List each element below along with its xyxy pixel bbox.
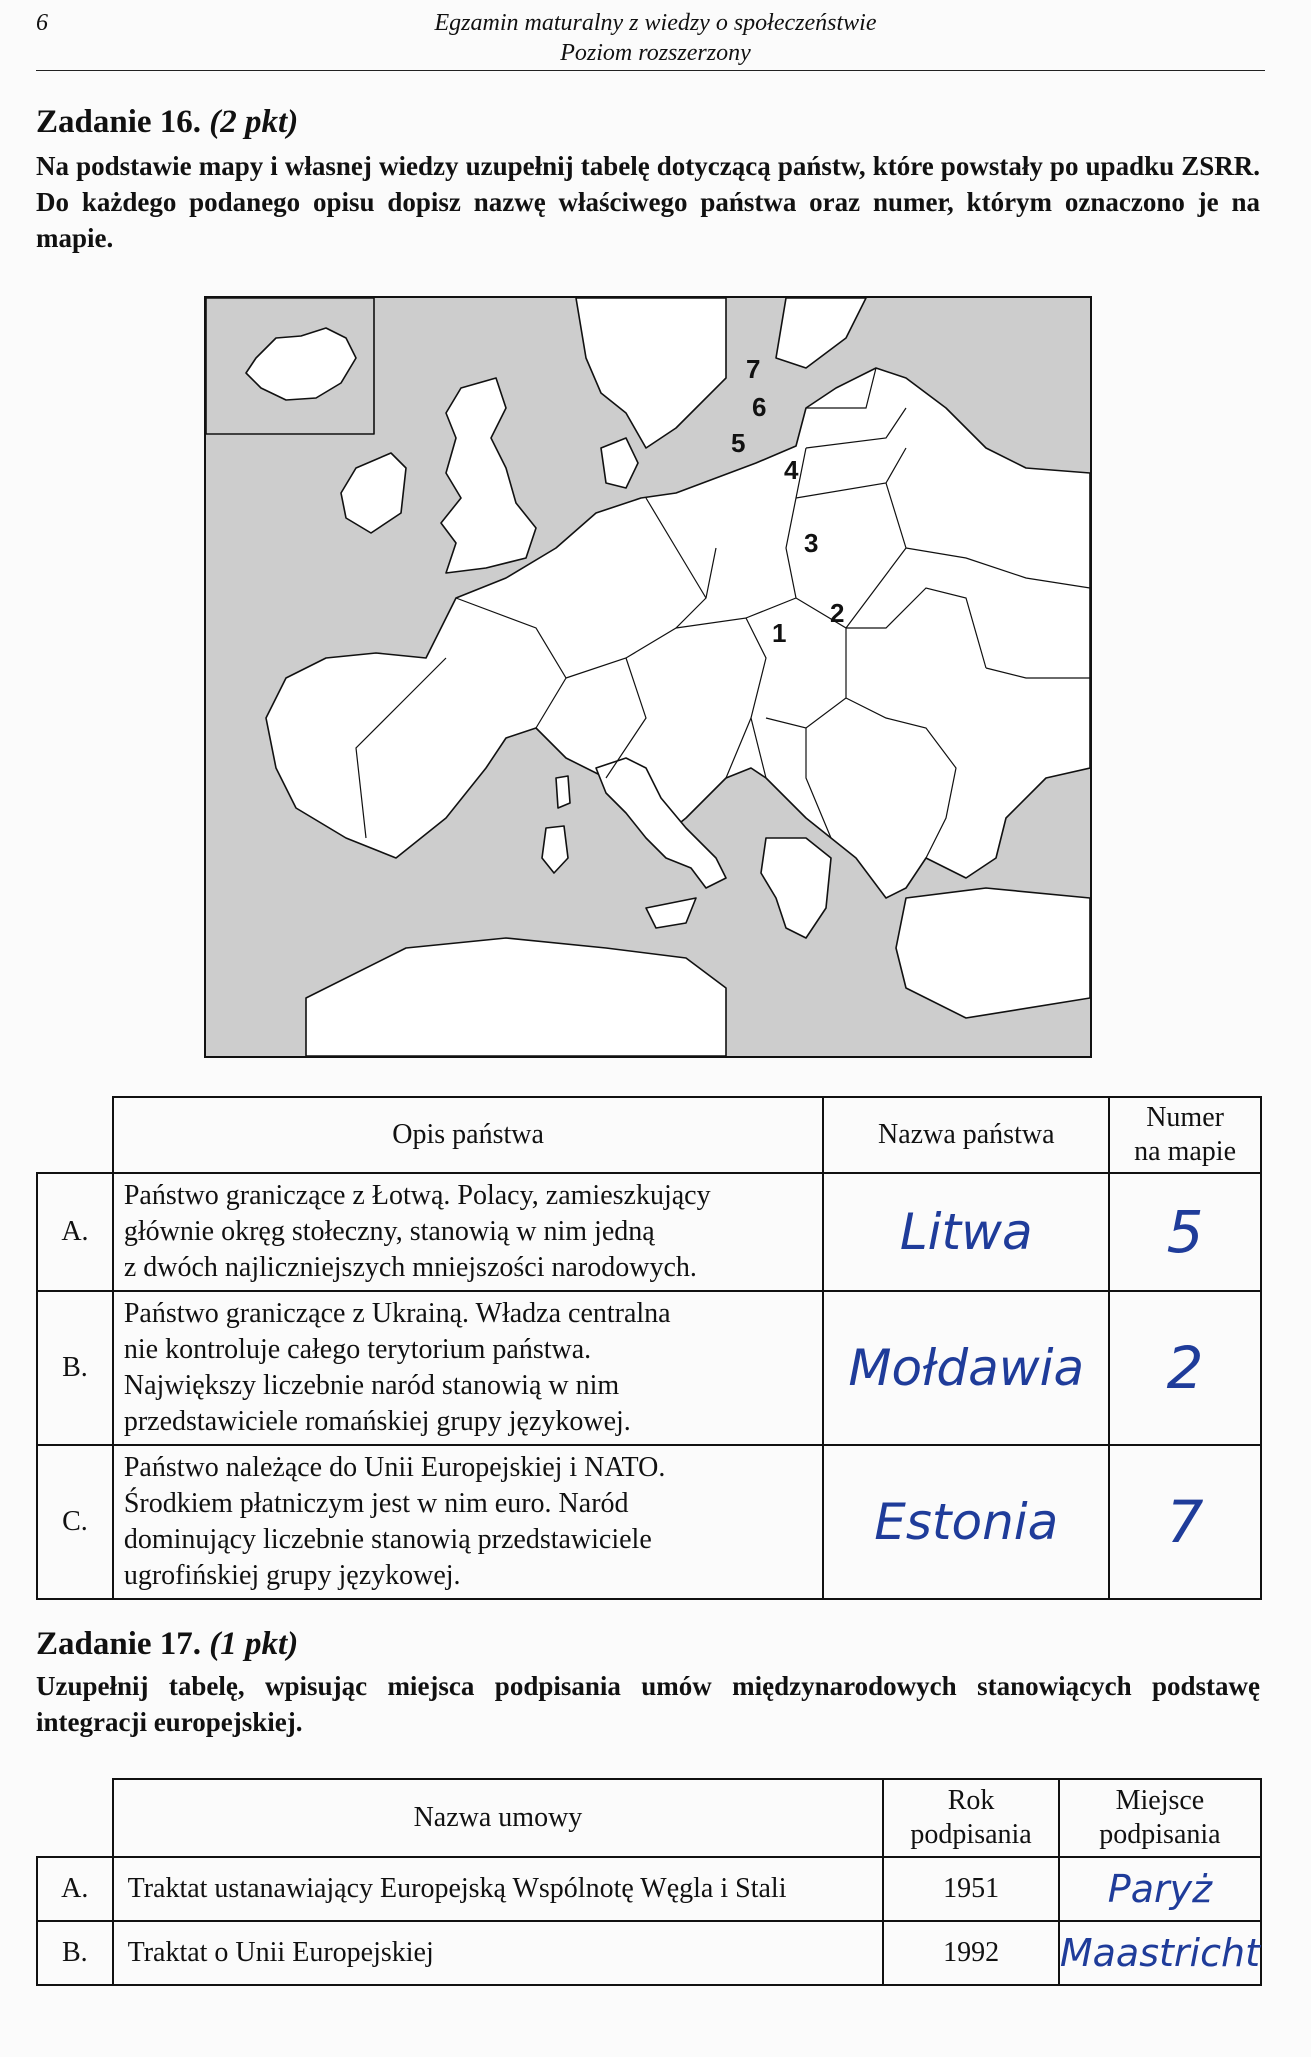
task17-table-header (37, 1779, 1261, 1857)
header-numer-line1: Numer (1146, 1102, 1224, 1133)
table-row (37, 1921, 1261, 1985)
row-letter: A. (37, 1173, 113, 1291)
table-row (37, 1291, 1261, 1445)
task17-number: Zadanie 17. (36, 1626, 202, 1662)
desc-line: ugrofińskiej grupy językowej. (123, 1560, 461, 1591)
task16-title (36, 104, 298, 141)
europe-map-drawing (206, 298, 1090, 1056)
treaty-place[interactable]: Paryż (1059, 1857, 1261, 1921)
treaty-year: 1992 (883, 1921, 1059, 1985)
task16-instruction: Na podstawie mapy i własnej wiedzy uzupełnij tabelę dotyczącą państw, które powstały po upadku ZSRR. Do każdego podanego opisu dopisz nazwę właściwego państwa oraz numer, którym oznaczono je na mapie. (36, 151, 1260, 253)
table-row (37, 1445, 1261, 1599)
table-row (37, 1857, 1261, 1921)
task16-table-header (37, 1097, 1261, 1173)
answer-number[interactable]: 7 (1109, 1445, 1261, 1599)
answer-number[interactable]: 5 (1109, 1173, 1261, 1291)
exam-title: Egzamin maturalny z wiedzy o społeczeństwie (434, 10, 877, 36)
treaty-name: Traktat o Unii Europejskiej (113, 1921, 884, 1985)
desc-line: z dwóch najliczniejszych mniejszości narodowych. (123, 1252, 697, 1283)
map-label-1: 1 (772, 618, 787, 648)
treaty-name: Traktat ustanawiający Europejską Wspólnotę Węgla i Stali (113, 1857, 884, 1921)
corner-cell (37, 1097, 113, 1173)
desc-line: Środkiem płatniczym jest w nim euro. Naród (123, 1488, 629, 1519)
corner-cell (37, 1779, 113, 1857)
header-nazwa: Nazwa państwa (823, 1097, 1109, 1173)
row-letter: A. (37, 1857, 113, 1921)
row-description (113, 1173, 823, 1291)
header-numer (1109, 1097, 1261, 1173)
map-label-4: 4 (784, 455, 799, 485)
header-opis: Opis państwa (113, 1097, 823, 1173)
page-number: 6 (36, 10, 48, 36)
desc-line: przedstawiciele romańskiej grupy językowej. (123, 1406, 631, 1437)
task16-number: Zadanie 16. (36, 104, 202, 140)
treaty-year: 1951 (883, 1857, 1059, 1921)
desc-line: Państwo graniczące z Łotwą. Polacy, zamieszkujący (123, 1180, 711, 1211)
task17-points: (1 pkt) (209, 1626, 299, 1662)
answer-name[interactable]: Estonia (823, 1445, 1109, 1599)
table-row (37, 1173, 1261, 1291)
map-label-6: 6 (752, 392, 767, 422)
task16-points: (2 pkt) (209, 104, 299, 140)
desc-line: głównie okręg stołeczny, stanowią w nim jedną (123, 1216, 655, 1247)
task16-table (36, 1096, 1262, 1600)
desc-line: Państwo graniczące z Ukrainą. Władza centralna (123, 1298, 671, 1329)
desc-line: Największy liczebnie naród stanowią w nim (123, 1370, 620, 1401)
map-label-3: 3 (804, 528, 819, 558)
map-label-2: 2 (830, 598, 845, 628)
task17-table (36, 1778, 1262, 1986)
answer-number[interactable]: 2 (1109, 1291, 1261, 1445)
row-description (113, 1445, 823, 1599)
treaty-place[interactable]: Maastricht (1059, 1921, 1261, 1985)
header-rok-line2: podpisania (910, 1819, 1032, 1850)
row-description (113, 1291, 823, 1445)
exam-level: Poziom rozszerzony (560, 40, 751, 66)
row-letter: B. (37, 1291, 113, 1445)
answer-name[interactable]: Litwa (823, 1173, 1109, 1291)
desc-line: Państwo należące do Unii Europejskiej i NATO. (123, 1452, 666, 1483)
desc-line: nie kontroluje całego terytorium państwa. (123, 1334, 592, 1365)
header-miejsce-line2: podpisania (1099, 1819, 1221, 1850)
header-nazwa-umowy: Nazwa umowy (113, 1779, 884, 1857)
map-label-5: 5 (731, 428, 746, 458)
exam-header (0, 8, 1311, 68)
header-miejsce (1059, 1779, 1261, 1857)
header-divider (36, 70, 1265, 71)
desc-line: dominujący liczebnie stanowią przedstawiciele (123, 1524, 652, 1555)
task17-title (36, 1626, 298, 1663)
header-rok-line1: Rok (947, 1785, 995, 1816)
header-rok (883, 1779, 1059, 1857)
map-label-7: 7 (746, 354, 761, 384)
row-letter: B. (37, 1921, 113, 1985)
header-miejsce-line1: Miejsce (1115, 1785, 1205, 1816)
europe-map (204, 296, 1092, 1058)
row-letter: C. (37, 1445, 113, 1599)
task17-instruction: Uzupełnij tabelę, wpisując miejsca podpisania umów międzynarodowych stanowiących podstawę integracji europejskiej. (36, 1671, 1260, 1737)
header-numer-line2: na mapie (1134, 1136, 1237, 1167)
answer-name[interactable]: Mołdawia (823, 1291, 1109, 1445)
